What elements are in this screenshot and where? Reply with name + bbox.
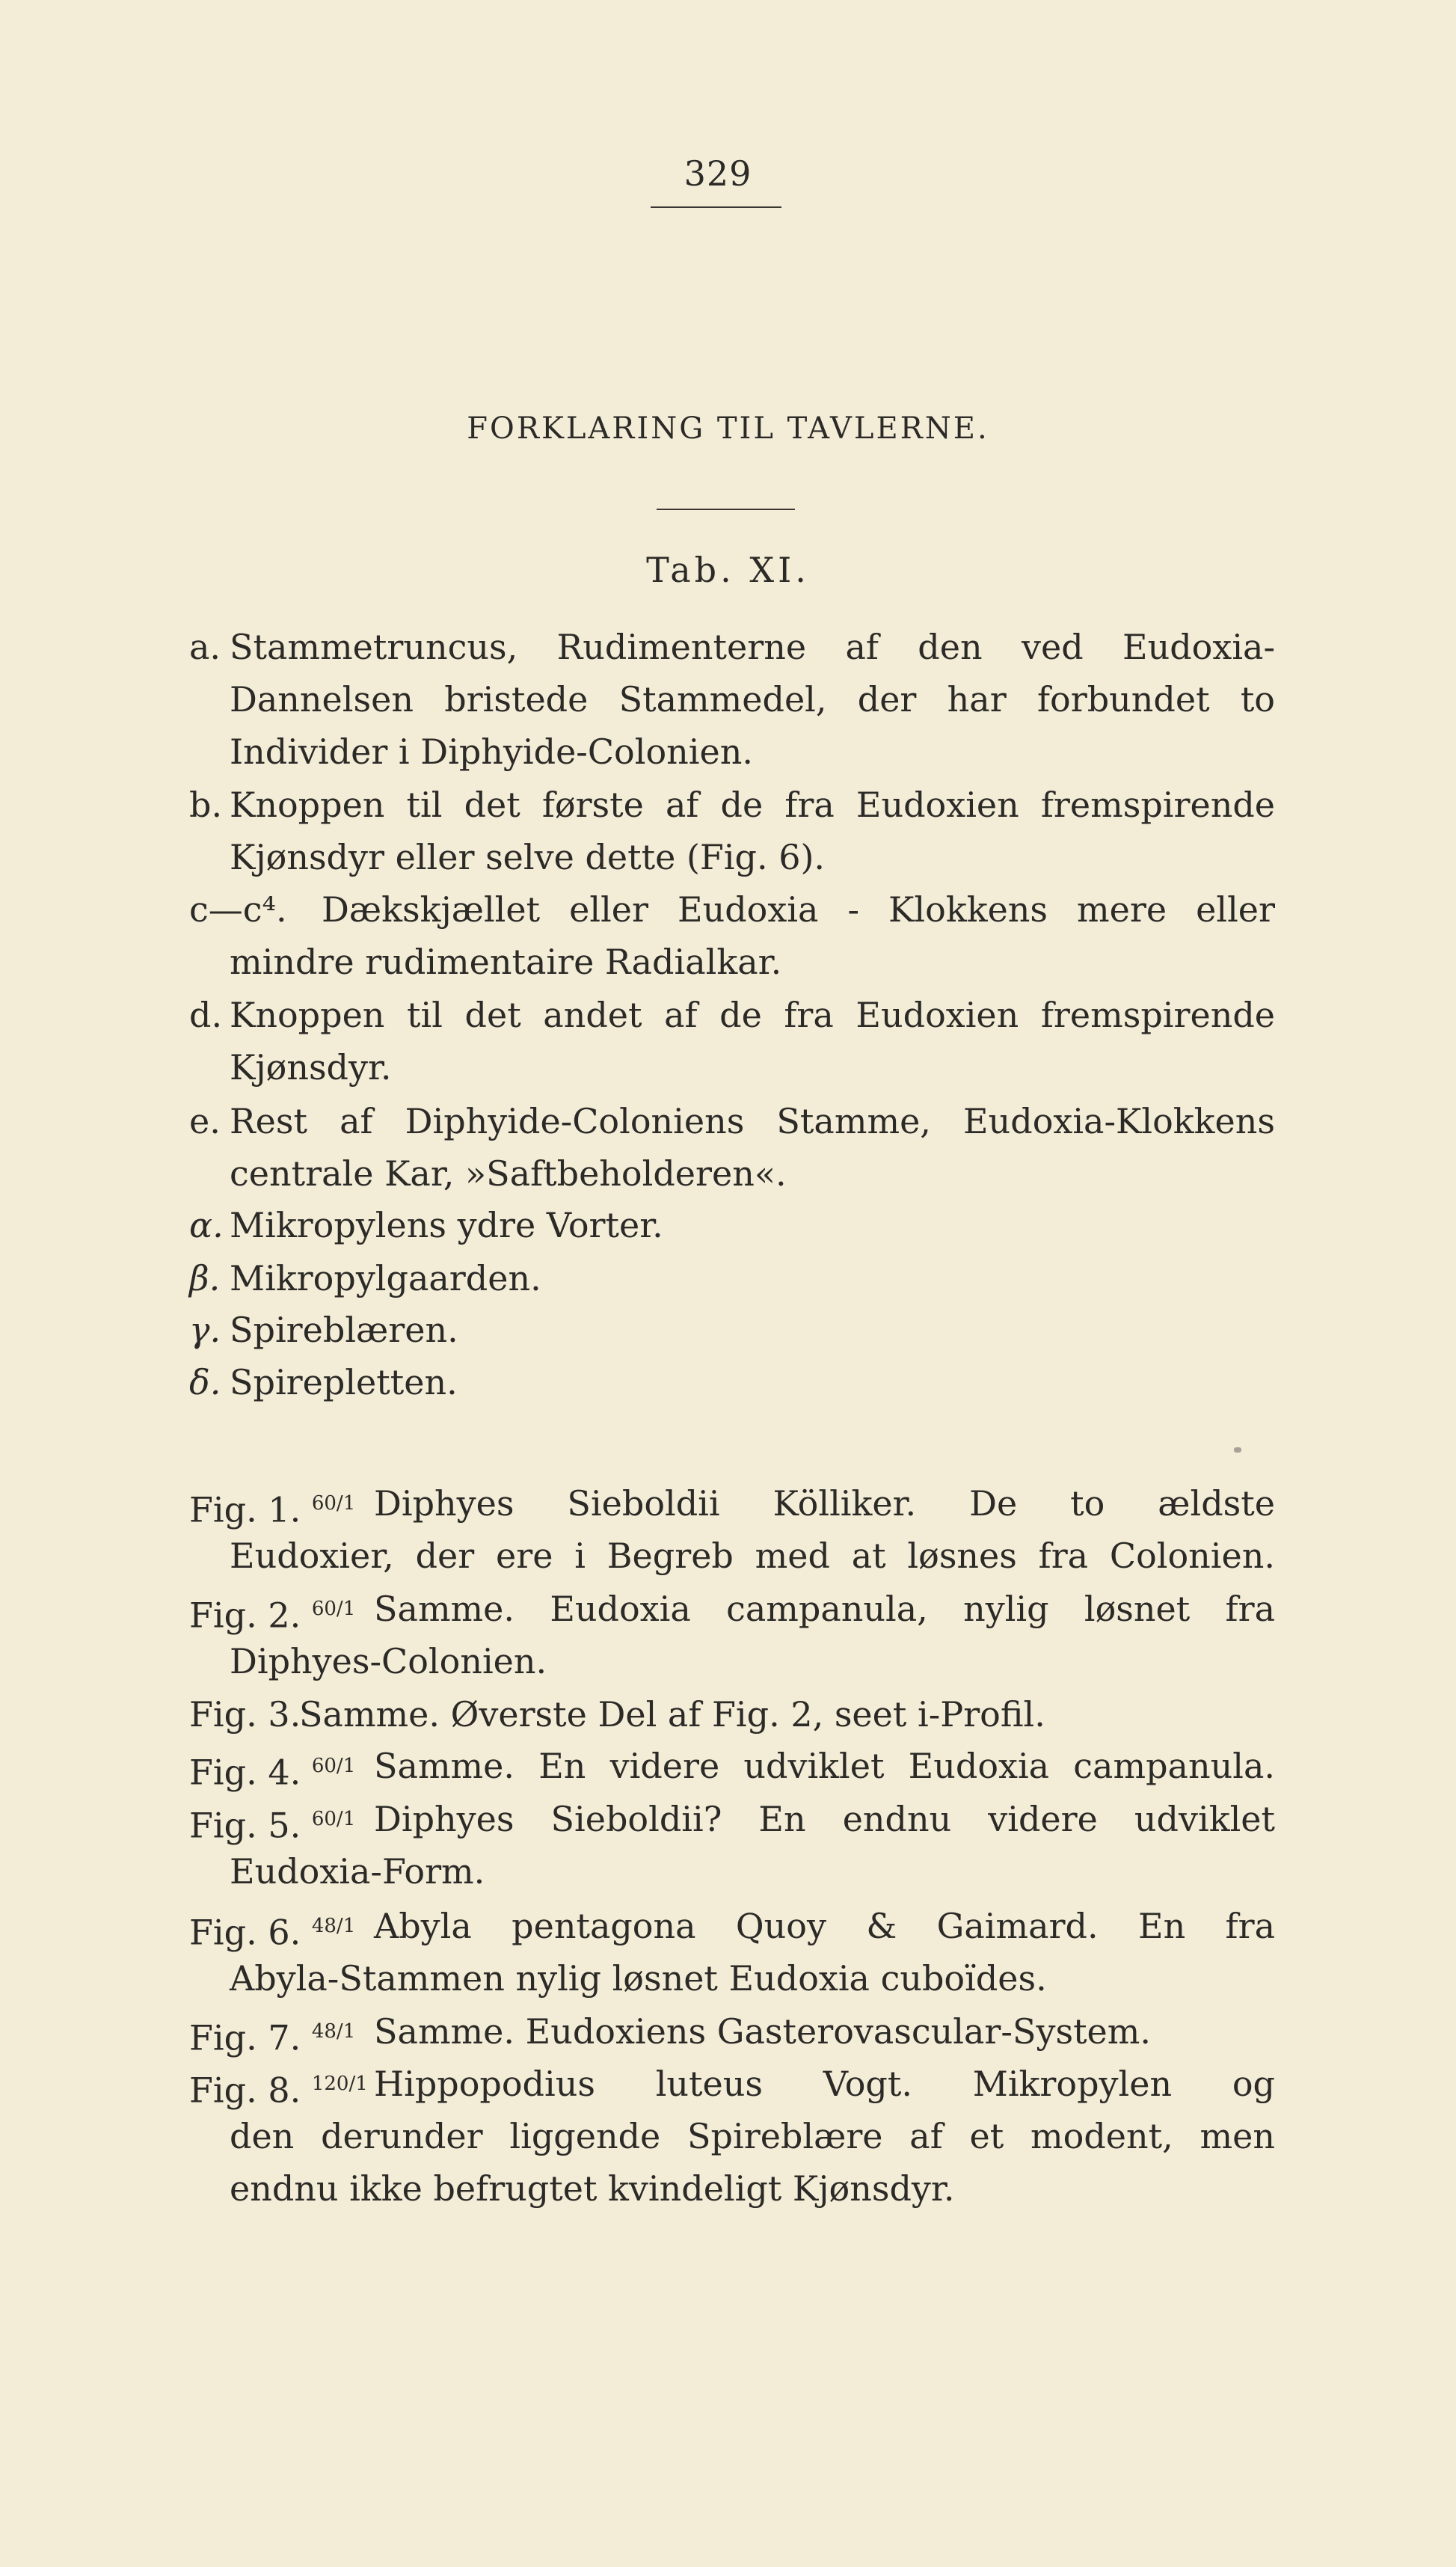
entry-label: γ.	[189, 1310, 221, 1350]
figure-caption	[189, 1583, 355, 1641]
figure-text	[374, 1740, 1275, 1792]
entry-label: a.	[189, 627, 221, 667]
entry-text	[322, 883, 1275, 936]
entry-text	[230, 779, 1275, 883]
entry-text	[230, 1304, 1275, 1356]
figure-text	[230, 2110, 1275, 2215]
figure-caption	[189, 2058, 368, 2116]
figure-label: Fig. 6.	[189, 1912, 301, 1953]
figure-line: Abyla pentagona Quoy & Gaimard. En fra	[374, 1906, 1275, 1946]
figure-line: Samme. Eudoxiens Gasterovascular-System.	[374, 2011, 1152, 2052]
magnification: 120/1	[311, 2073, 368, 2095]
entry-line: Kjønsdyr eller selve dette (Fig. 6).	[230, 837, 826, 877]
figure-caption	[189, 1688, 301, 1741]
figure-text	[374, 1583, 1275, 1635]
figure-line: Eudoxier, der ere i Begreb med at løsnes fra Colonien.	[230, 1536, 1275, 1576]
figure-caption	[189, 1900, 355, 1958]
entry-line: Knoppen til det andet af de fra Eudoxien fremspirende	[230, 995, 1275, 1035]
entry-text	[230, 1252, 1275, 1304]
entry-line: Individer i Diphyide-Colonien.	[230, 732, 753, 772]
figure-label: Fig. 4.	[189, 1752, 301, 1793]
figure-text	[374, 1793, 1275, 1845]
magnification: 48/1	[311, 2020, 356, 2043]
magnification: 48/1	[311, 1915, 356, 1937]
entry-label: d.	[189, 995, 223, 1035]
figure-line: Diphyes Sieboldii? En endnu videre udviklet	[374, 1799, 1275, 1839]
figure-text	[299, 1688, 1122, 1741]
entry-line: centrale Kar, »Saftbeholderen«.	[230, 1153, 787, 1194]
figure-label: Fig. 2.	[189, 1595, 301, 1636]
page-number: 329	[684, 153, 752, 194]
entry-text	[230, 936, 1275, 988]
entry-line: Spireblæren.	[230, 1310, 458, 1350]
figure-line: endnu ikke befrugtet kvindeligt Kjønsdyr.	[230, 2168, 955, 2209]
figure-text	[374, 1900, 1275, 1952]
figure-label: Fig. 8.	[189, 2070, 301, 2111]
figure-line: Eudoxia-Form.	[230, 1851, 485, 1892]
entry-text	[230, 1356, 1275, 1408]
figure-text	[374, 2005, 1234, 2058]
figure-caption	[189, 1477, 355, 1536]
figure-text	[374, 1477, 1275, 1530]
figure-caption	[189, 2005, 355, 2064]
figure-line: Abyla-Stammen nylig løsnet Eudoxia cuboïdes.	[230, 1958, 1047, 1999]
figure-line: Samme. Eudoxia campanula, nylig løsnet fra	[374, 1589, 1275, 1629]
figure-label: Fig. 7.	[189, 2017, 301, 2058]
entry-label: δ.	[189, 1362, 221, 1402]
page-number-underline	[651, 206, 781, 208]
figure-text	[230, 1530, 1275, 1582]
entry-line: Kjønsdyr.	[230, 1047, 392, 1088]
figure-text	[230, 1952, 1275, 2005]
figure-line: Diphyes Sieboldii Kölliker. De to ældste	[374, 1483, 1275, 1524]
magnification: 60/1	[311, 1598, 356, 1620]
figure-line: Hippopodius luteus Vogt. Mikropylen og	[374, 2064, 1275, 2104]
figure-line: Samme. En videre udviklet Eudoxia campanula.	[374, 1746, 1275, 1786]
entry-line: Dækskjællet eller Eudoxia - Klokkens mere eller	[322, 889, 1275, 930]
magnification: 60/1	[311, 1492, 356, 1515]
figure-label: Fig. 5.	[189, 1805, 301, 1846]
entry-line: Spirepletten.	[230, 1362, 458, 1402]
magnification: 60/1	[311, 1808, 356, 1830]
section-heading: FORKLARING TIL TAVLERNE.	[467, 411, 989, 446]
print-speck	[1234, 1447, 1241, 1453]
figure-text	[230, 1845, 1275, 1898]
entry-line: Mikropylens ydre Vorter.	[230, 1205, 663, 1245]
figure-text	[374, 2058, 1275, 2110]
entry-text	[230, 1095, 1275, 1200]
entry-line: Dannelsen bristede Stammedel, der har forbundet to	[230, 679, 1275, 720]
table-title: Tab. XI.	[646, 550, 810, 590]
entry-text	[230, 989, 1275, 1094]
figure-line: den derunder liggende Spireblære af et modent, men	[230, 2116, 1275, 2156]
entry-label: β.	[189, 1258, 221, 1298]
entry-label: α.	[189, 1205, 224, 1245]
entry-line: Rest af Diphyide-Coloniens Stamme, Eudoxia-Klokkens	[230, 1101, 1275, 1141]
entry-line: Mikropylgaarden.	[230, 1258, 541, 1298]
entry-line: Stammetruncus, Rudimenterne af den ved Eudoxia-	[230, 627, 1275, 667]
entry-line: Knoppen til det første af de fra Eudoxien fremspirende	[230, 785, 1275, 825]
entry-text	[230, 1199, 1275, 1251]
figure-caption	[189, 1793, 355, 1851]
magnification: 60/1	[311, 1755, 356, 1777]
entry-text	[230, 621, 1275, 778]
figure-label: Fig. 1.	[189, 1489, 301, 1530]
entry-label: c—c⁴.	[189, 889, 287, 930]
heading-divider	[657, 509, 795, 510]
entry-label: e.	[189, 1101, 221, 1141]
figure-line: Samme. Øverste Del af Fig. 2, seet i-Profil.	[299, 1694, 1045, 1735]
entry-line: mindre rudimentaire Radialkar.	[230, 942, 782, 982]
entry-label: b.	[189, 785, 223, 825]
figure-caption	[189, 1740, 355, 1798]
figure-text	[230, 1635, 1275, 1687]
figure-line: Diphyes-Colonien.	[230, 1641, 547, 1681]
figure-label: Fig. 3.	[189, 1694, 301, 1735]
